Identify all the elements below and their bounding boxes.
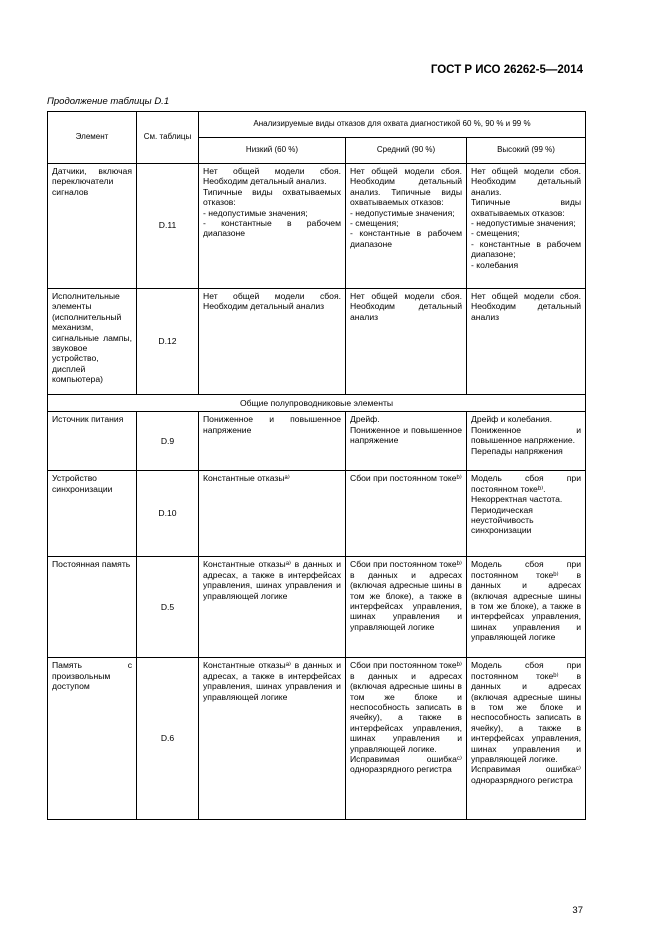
element-sensors: Датчики, включая переключатели сигналов <box>48 164 137 289</box>
high-cell <box>467 289 586 395</box>
low-cell <box>199 164 346 289</box>
header-analyzed: Анализируемые виды отказов для охвата диагностикой 60 %, 90 % и 99 % <box>199 112 586 138</box>
table-row <box>48 557 586 658</box>
medium-cell <box>346 289 467 395</box>
cell-line: Дрейф и колебания. <box>471 414 553 425</box>
medium-cell <box>346 557 467 658</box>
table-row <box>48 471 586 557</box>
cell-line: - смещения; <box>471 228 520 239</box>
high-cell <box>467 412 586 471</box>
low-cell <box>199 658 346 820</box>
cell-line: - смещения; <box>350 218 399 229</box>
section-row <box>48 395 586 412</box>
element-ram: Память с произвольным доступом <box>48 658 137 820</box>
cell-line: Дрейф. <box>350 414 380 425</box>
cell-line: Типичные виды охватываемых отказов: <box>203 186 341 208</box>
cell-line: Нет общей модели сбоя. Необходим детальный анализ. Типичные виды охватываемых отказов: <box>350 166 462 208</box>
header-medium: Средний (90 %) <box>346 138 467 164</box>
high-cell <box>467 658 586 820</box>
cell-line: - константные в рабочем диапазоне <box>350 228 462 249</box>
cell-line: Сбои при постоянном токеᵇ⁾ <box>350 473 462 484</box>
cell-line: Модель сбоя при постоянном токеᵇ⁾ в данных и адресах (включая адресные шины в том же блоке и неспособность записать в ячейку), а также в интерфейсах управления, шинах управления и управляющей логике. <box>471 660 582 765</box>
cell-line: - недопустимые значения; <box>350 207 455 218</box>
cell-line: Константные отказыᵃ⁾ в данных и адресах, а также в интерфейсах управления, шинах управления и управляющей логике <box>203 660 341 702</box>
medium-cell <box>346 412 467 471</box>
header-low: Низкий (60 %) <box>199 138 346 164</box>
document-header: ГОСТ Р ИСО 26262-5—2014 <box>430 64 583 76</box>
cell-line: Модель сбоя при постоянном токеᵇ⁾ в данных и адресах (включая адресные шины в том же блоке), а также в интерфейсах управления, шинах управления и управляющей логике <box>471 559 582 643</box>
ref-cell: D.10 <box>137 471 199 557</box>
cell-line: Пониженное и повышенное напряжение <box>350 424 462 446</box>
cell-line: - константные в рабочем диапазоне <box>203 218 341 239</box>
cell-line: Исправимая ошибкаᶜ⁾ одноразрядного регистра <box>471 764 582 785</box>
table-row <box>48 658 586 820</box>
ref-cell: D.11 <box>137 164 199 289</box>
medium-cell <box>346 658 467 820</box>
element-power: Источник питания <box>48 412 137 471</box>
cell-line: Сбои при постоянном токеᵇ⁾ в данных и адресах (включая адресные шины в том же блоке), а также в интерфейсах управления, шинах управления и управляющей логике <box>350 559 462 632</box>
element-actuators: Исполнительные элементы (исполнительный механизм, сигнальные лампы, звуковое устройство, дисплей компьютера) <box>48 289 137 395</box>
medium-cell <box>346 471 467 557</box>
low-cell <box>199 557 346 658</box>
element-clock: Устройство синхронизации <box>48 471 137 557</box>
cell-line: Пониженное и повышенное напряжение. <box>471 424 582 446</box>
ref-cell: D.12 <box>137 289 199 395</box>
cell-line: Перепады напряжения <box>471 445 563 456</box>
high-cell <box>467 557 586 658</box>
cell-line: Периодическая неустойчивость синхронизации <box>471 504 534 536</box>
header-ref: См. таблицы <box>137 112 199 164</box>
cell-line: Константные отказыᵃ⁾ <box>203 473 290 484</box>
cell-line: Нет общей модели сбоя. Необходим детальный анализ <box>203 291 341 312</box>
cell-line: - колебания <box>471 259 519 270</box>
cell-line: Модель сбоя при постоянном токеᵇ⁾. <box>471 473 582 494</box>
cell-line: Сбои при постоянном токеᵇ⁾ в данных и адресах (включая адресные шины в том же блоке и неспособность записать в ячейку), а также в интерфейсах управления, шинах управления и управляющей логике. <box>350 660 462 754</box>
header-high: Высокий (99 %) <box>467 138 586 164</box>
ref-cell: D.5 <box>137 557 199 658</box>
low-cell <box>199 471 346 557</box>
high-cell <box>467 164 586 289</box>
table-row <box>48 289 586 395</box>
cell-line: Пониженное и повышенное напряжение <box>203 414 341 435</box>
table-row <box>48 164 586 289</box>
high-cell <box>467 471 586 557</box>
cell-line: Константные отказыᵃ⁾ в данных и адресах, а также в интерфейсах управления, шинах управления и управляющей логике <box>203 559 341 601</box>
cell-line: Некорректная частота. <box>471 494 563 505</box>
medium-cell <box>346 164 467 289</box>
failure-modes-table <box>47 111 586 820</box>
cell-line: Типичные виды охватываемых отказов: <box>471 197 582 218</box>
cell-line: Нет общей модели сбоя. Необходим детальный анализ <box>471 291 582 322</box>
cell-line: - недопустимые значения; <box>203 207 308 218</box>
ref-cell: D.6 <box>137 658 199 820</box>
cell-line: - константные в рабочем диапазоне; <box>471 238 582 260</box>
cell-line: Нет общей модели сбоя. Необходим детальный анализ <box>350 291 462 322</box>
cell-line: Исправимая ошибкаᶜ⁾ одноразрядного регистра <box>350 754 462 775</box>
table-row <box>48 412 586 471</box>
element-rom: Постоянная память <box>48 557 137 658</box>
low-cell <box>199 289 346 395</box>
section-title: Общие полупроводниковые элементы <box>48 395 586 412</box>
table-caption: Продолжение таблицы D.1 <box>47 96 170 107</box>
cell-line: Нет общей модели сбоя. Необходим детальный анализ. <box>203 166 341 187</box>
cell-line: - недопустимые значения; <box>471 218 576 229</box>
low-cell <box>199 412 346 471</box>
page-number: 37 <box>572 905 583 916</box>
header-element: Элемент <box>48 112 137 164</box>
cell-line: Нет общей модели сбоя. Необходим детальный анализ. <box>471 166 582 197</box>
ref-cell: D.9 <box>137 412 199 471</box>
